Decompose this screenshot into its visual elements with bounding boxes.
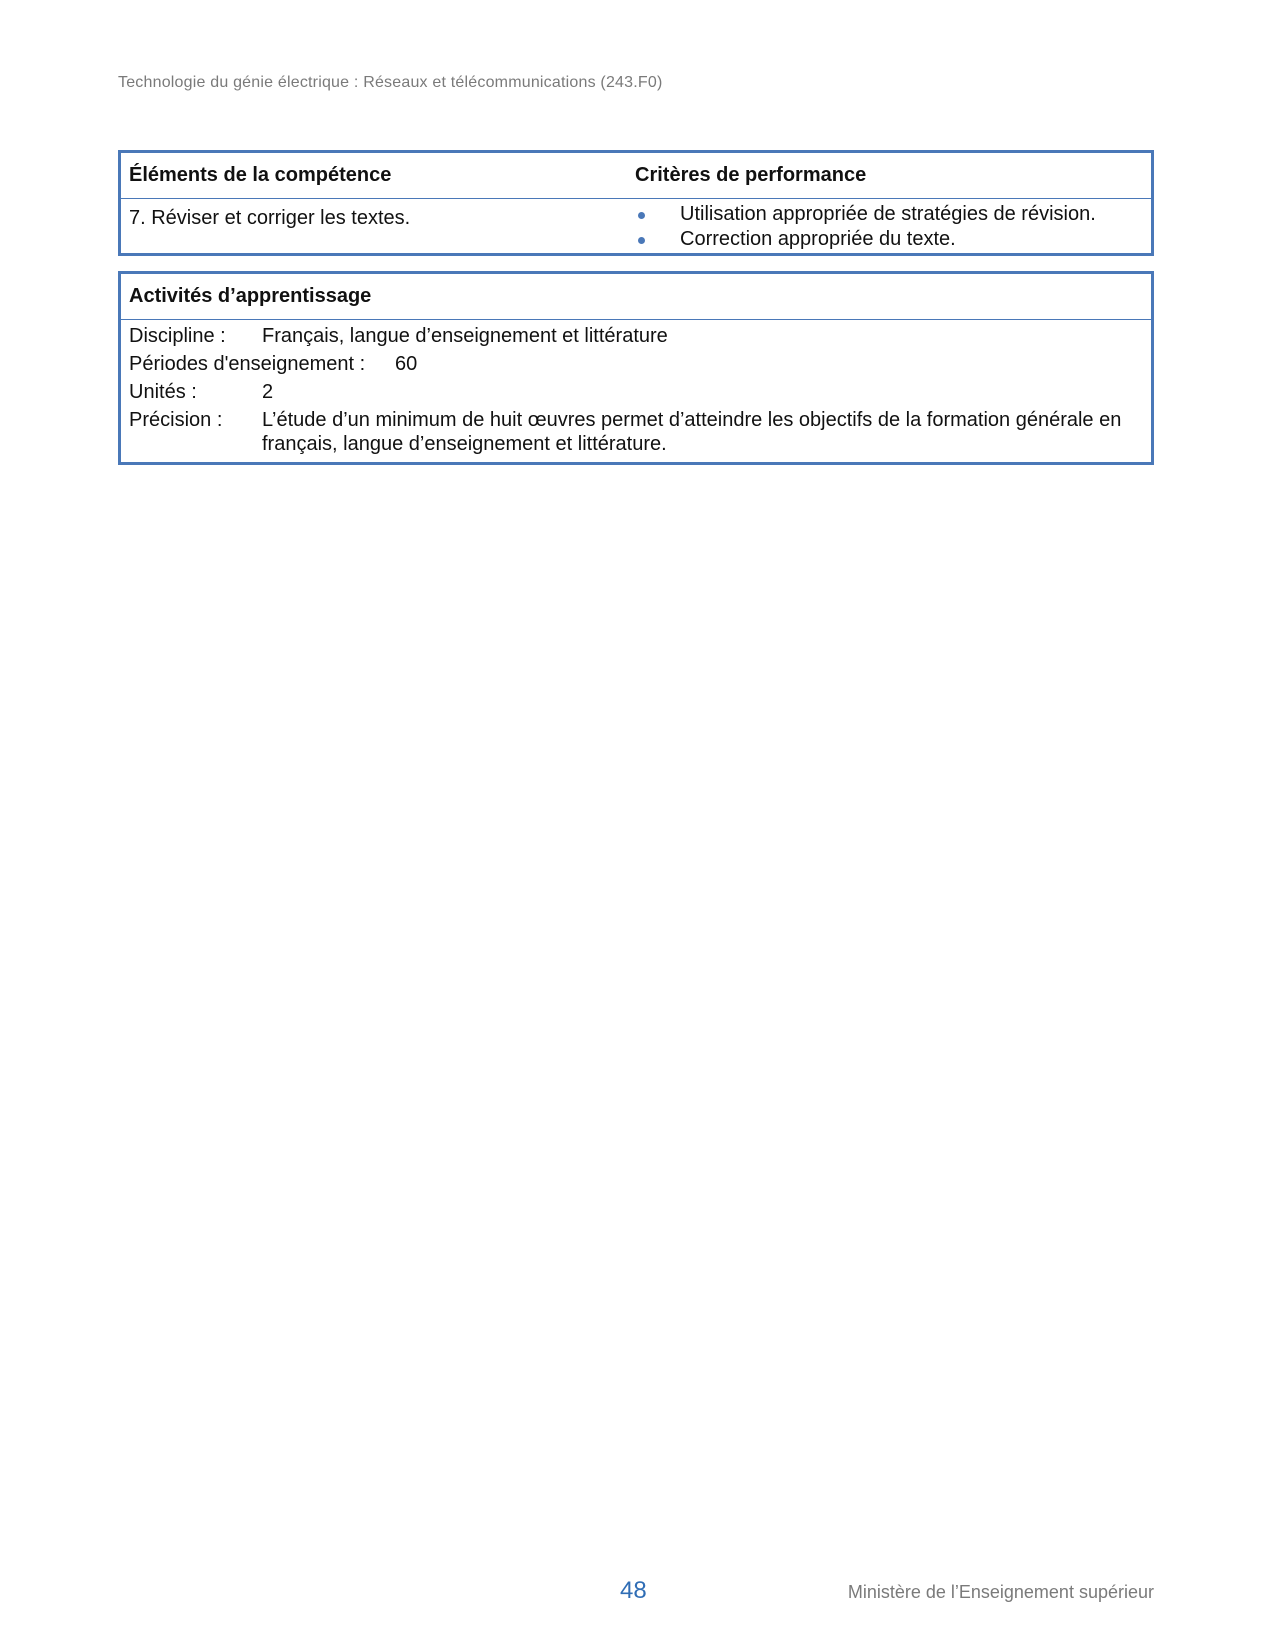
criteria-heading: Critères de performance <box>635 164 867 186</box>
discipline-line <box>129 322 1144 350</box>
criteria-list <box>635 202 1096 252</box>
periods-line <box>129 350 1144 378</box>
precision-value: L’étude d’un minimum de huit œuvres permet d’atteindre les objectifs de la formation générale en français, langue d’enseignement et littérature. <box>262 409 1122 455</box>
units-label: Unités : <box>129 381 197 403</box>
criteria-item <box>635 227 1096 252</box>
criteria-text: Utilisation appropriée de stratégies de révision. <box>680 203 1096 225</box>
precision-line <box>129 406 1144 458</box>
activities-table-header <box>121 274 1151 320</box>
periods-label: Périodes d'enseignement : <box>129 353 366 375</box>
footer-publisher: Ministère de l’Enseignement supérieur <box>847 1582 1154 1602</box>
competence-table-header <box>121 153 1151 199</box>
precision-label: Précision : <box>129 409 223 431</box>
activities-info <box>129 322 1144 458</box>
discipline-value: Français, langue d’enseignement et littérature <box>262 325 668 347</box>
periods-value: 60 <box>395 353 418 375</box>
criteria-item <box>635 202 1096 227</box>
elements-heading: Éléments de la compétence <box>129 164 392 186</box>
competence-element: 7. Réviser et corriger les textes. <box>129 207 411 229</box>
running-header: Technologie du génie électrique : Réseaux et télécommunications (243.F0) <box>118 74 663 91</box>
bullet-icon <box>638 237 645 244</box>
activities-heading: Activités d’apprentissage <box>129 285 372 307</box>
criteria-text: Correction appropriée du texte. <box>680 228 956 250</box>
bullet-icon <box>638 212 645 219</box>
page-number: 48 <box>620 1577 647 1604</box>
units-value: 2 <box>262 381 274 403</box>
discipline-label: Discipline : <box>129 325 226 347</box>
units-line <box>129 378 1144 406</box>
activities-table <box>118 271 1154 465</box>
competence-table <box>118 150 1154 256</box>
